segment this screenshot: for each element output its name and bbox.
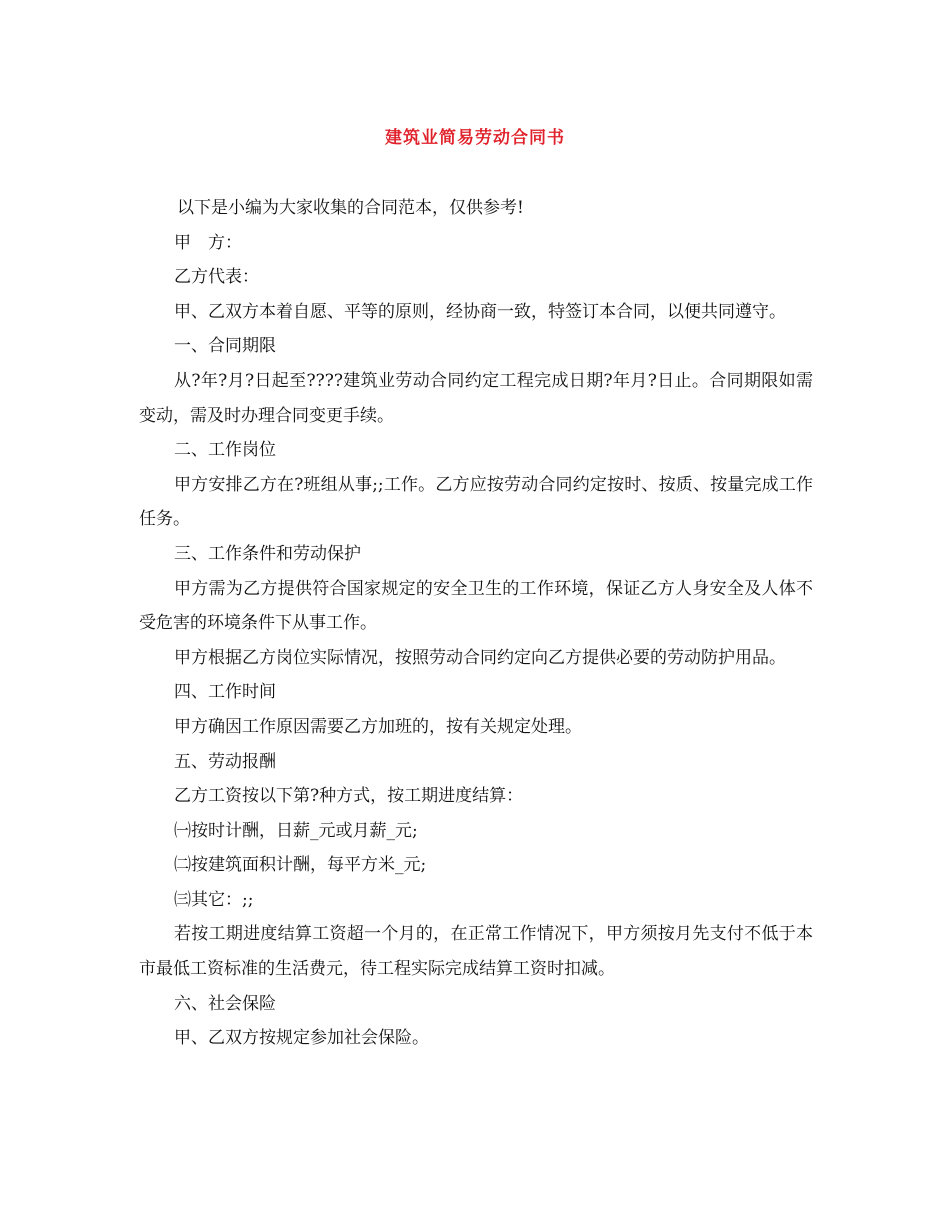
conditions-paragraph-1: 甲方需为乙方提供符合国家规定的安全卫生的工作环境，保证乙方人身安全及人体不受危害的环境条件下从事工作。	[139, 578, 813, 634]
term-paragraph: 从?年?月?日起至????建筑业劳动合同约定工程完成日期?年月?日止。合同期限如需变动，需及时办理合同变更手续。	[139, 370, 813, 426]
preamble-paragraph: 甲、乙双方本着自愿、平等的原则，经协商一致，特签订本合同，以便共同遵守。	[174, 301, 786, 322]
party-a-line: 甲 方：	[174, 232, 242, 253]
section-heading-term: 一、合同期限	[174, 336, 276, 357]
pay-paragraph: 乙方工资按以下第?种方式，按工期进度结算：	[174, 786, 524, 807]
intro-paragraph: 以下是小编为大家收集的合同范本，仅供参考!	[177, 198, 524, 218]
position-paragraph: 甲方安排乙方在?班组从事;;工作。乙方应按劳动合同约定按时、按质、按量完成工作任务。	[139, 474, 813, 530]
pay-settlement-paragraph: 若按工期进度结算工资超一个月的，在正常工作情况下，甲方须按月先支付不低于本市最低工资标准的生活费元，待工程实际完成结算工资时扣减。	[139, 924, 813, 980]
section-heading-insurance: 六、社会保险	[174, 993, 276, 1014]
conditions-paragraph-2: 甲方根据乙方岗位实际情况，按照劳动合同约定向乙方提供必要的劳动防护用品。	[174, 647, 786, 668]
hours-paragraph: 甲方确因工作原因需要乙方加班的，按有关规定处理。	[174, 716, 582, 737]
section-heading-hours: 四、工作时间	[174, 682, 276, 703]
pay-item-2: ㈡按建筑面积计酬，每平方米_元;	[174, 855, 427, 876]
insurance-paragraph: 甲、乙双方按规定参加社会保险。	[174, 1028, 429, 1049]
document-title: 建筑业简易劳动合同书	[385, 128, 565, 148]
section-heading-conditions: 三、工作条件和劳动保护	[174, 543, 361, 564]
document-body	[139, 191, 813, 1056]
pay-item-3: ㈢其它：;;	[174, 889, 254, 910]
pay-item-1: ㈠按时计酬，日薪_元或月薪_元;	[174, 820, 418, 841]
section-heading-pay: 五、劳动报酬	[174, 751, 276, 772]
party-b-line: 乙方代表：	[174, 267, 259, 288]
section-heading-position: 二、工作岗位	[174, 440, 276, 461]
